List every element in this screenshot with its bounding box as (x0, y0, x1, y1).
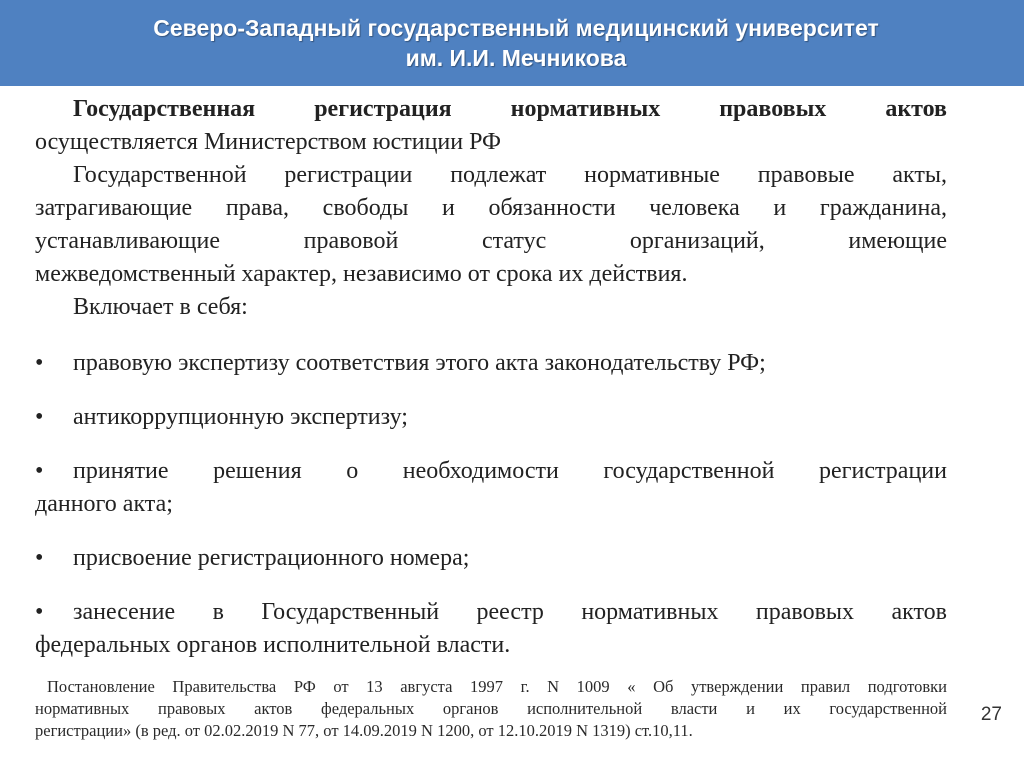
bullet-marker: • (35, 545, 44, 571)
page-number: 27 (980, 704, 1002, 725)
paragraph2-line2: затрагивающие права, свободы и обязанности человека и гражданина, (35, 195, 947, 221)
paragraph3: Включает в себя: (73, 294, 248, 320)
bullet-item-4 (35, 542, 947, 575)
bullet-item-5 (35, 596, 947, 629)
paragraph1-line2: осуществляется Министерством юстиции РФ (35, 129, 502, 155)
bullet-item-1-text: правовую экспертизу соответствия этого акта законодательству РФ; (73, 350, 766, 376)
slide-header (0, 0, 1024, 86)
slide-body (35, 93, 947, 662)
bullet-item-3-text: принятие решения о необходимости государственной регистрации (73, 458, 947, 484)
paragraph2-line1: Государственной регистрации подлежат нормативные правовые акты, (73, 162, 947, 188)
bullet-item-4-text: присвоение регистрационного номера; (73, 545, 470, 571)
paragraph2-line3: устанавливающие правовой статус организаций, имеющие (35, 228, 947, 254)
bullet-item-5-continuation: федеральных органов исполнительной власти. (35, 632, 511, 658)
bullet-item-3 (35, 455, 947, 488)
footnote-line2: нормативных правовых актов федеральных органов исполнительной власти и их государственной (35, 699, 947, 718)
header-title-line1: Северо-Западный государственный медицинский университет (153, 15, 879, 41)
footnote-line3: регистрации» (в ред. от 02.02.2019 N 77, от 14.09.2019 N 1200, от 12.10.2019 N 1319) ст.10,11. (35, 721, 693, 740)
bullet-marker: • (35, 599, 44, 625)
paragraph2-line4: межведомственный характер, независимо от срока их действия. (35, 261, 688, 287)
bullet-item-5-text: занесение в Государственный реестр нормативных правовых актов (73, 599, 947, 625)
paragraph1-line1: Государственная регистрация нормативных правовых актов (73, 96, 947, 122)
bullet-marker: • (35, 404, 44, 430)
footnote-citation (35, 676, 947, 742)
bullet-marker: • (35, 350, 44, 376)
bullet-item-1 (35, 347, 947, 380)
bullet-item-3-continuation: данного акта; (35, 491, 173, 517)
footnote-line1: Постановление Правительства РФ от 13 августа 1997 г. N 1009 « Об утверждении правил подготовки (47, 677, 947, 696)
bullet-item-2-text: антикоррупционную экспертизу; (73, 404, 408, 430)
header-title-line2: им. И.И. Мечникова (405, 45, 627, 71)
bullet-item-2 (35, 401, 947, 434)
bullet-marker: • (35, 458, 44, 484)
